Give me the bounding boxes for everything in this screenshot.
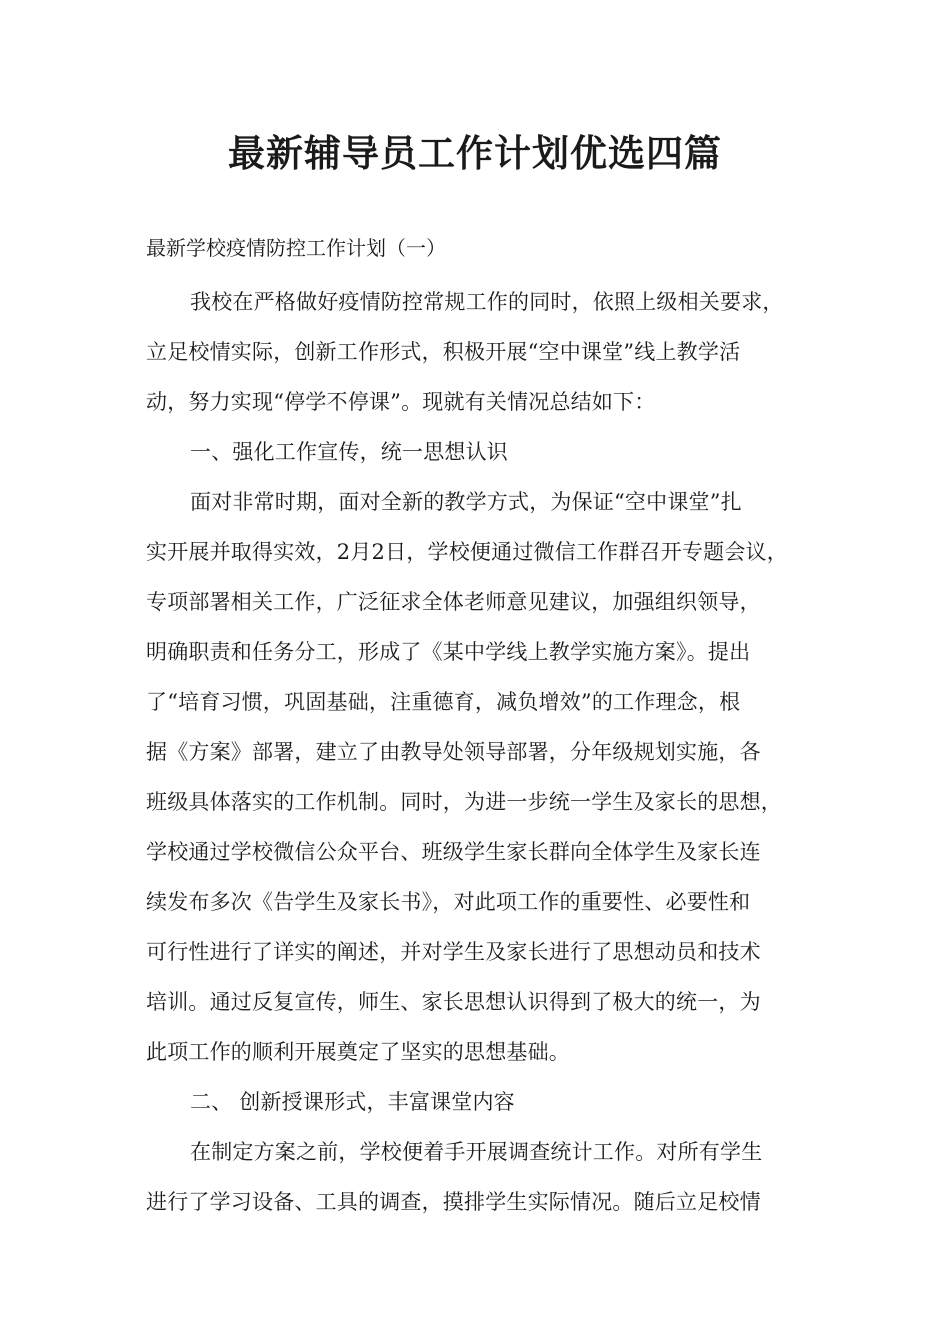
text-line: 培训。通过反复宣传，师生、家长思想认识得到了极大的统一，为: [146, 990, 761, 1014]
text-line: 实开展并取得实效，2月2日，学校便通过微信工作群召开专题会议，: [146, 540, 788, 564]
document-body: [146, 284, 826, 1234]
text-line: 我校在严格做好疫情防控常规工作的同时，依照上级相关要求，: [190, 290, 784, 314]
text-line: 了“培育习惯，巩固基础，注重德育，减负增效”的工作理念，根: [146, 690, 741, 714]
text-line: 据《方案》部署，建立了由教导处领导部署，分年级规划实施，各: [146, 740, 761, 764]
text-line: 进行了学习设备、工具的调查，摸排学生实际情况。随后立足校情: [146, 1190, 761, 1214]
text-line: 二、 创新授课形式，丰富课堂内容: [190, 1090, 515, 1114]
text-line: 可行性进行了详实的阐述，并对学生及家长进行了思想动员和技术: [146, 940, 761, 964]
text-line: 一、强化工作宣传，统一思想认识: [190, 440, 508, 464]
text-line: 面对非常时期，面对全新的教学方式，为保证“空中课堂”扎: [190, 490, 742, 514]
document-title: 最新辅导员工作计划优选四篇: [228, 132, 722, 175]
text-line: 学校通过学校微信公众平台、班级学生家长群向全体学生及家长连: [146, 840, 761, 864]
text-line: 续发布多次《告学生及家长书》，对此项工作的重要性、必要性和: [146, 890, 751, 914]
text-line: 明确职责和任务分工，形成了《某中学线上教学实施方案》。提出: [146, 640, 751, 664]
section-subtitle: 最新学校疫情防控工作计划（一）: [146, 236, 446, 260]
text-line: 在制定方案之前，学校便着手开展调查统计工作。对所有学生: [190, 1140, 763, 1164]
text-line: 动，努力实现“停学不停课”。现就有关情况总结如下：: [146, 390, 656, 414]
text-line: 立足校情实际，创新工作形式，积极开展“空中课堂”线上教学活: [146, 340, 741, 364]
text-line: 专项部署相关工作，广泛征求全体老师意见建议，加强组织领导，: [146, 590, 761, 614]
text-line: 班级具体落实的工作机制。同时，为进一步统一学生及家长的思想，: [146, 790, 782, 814]
text-line: 此项工作的顺利开展奠定了坚实的思想基础。: [146, 1040, 570, 1064]
